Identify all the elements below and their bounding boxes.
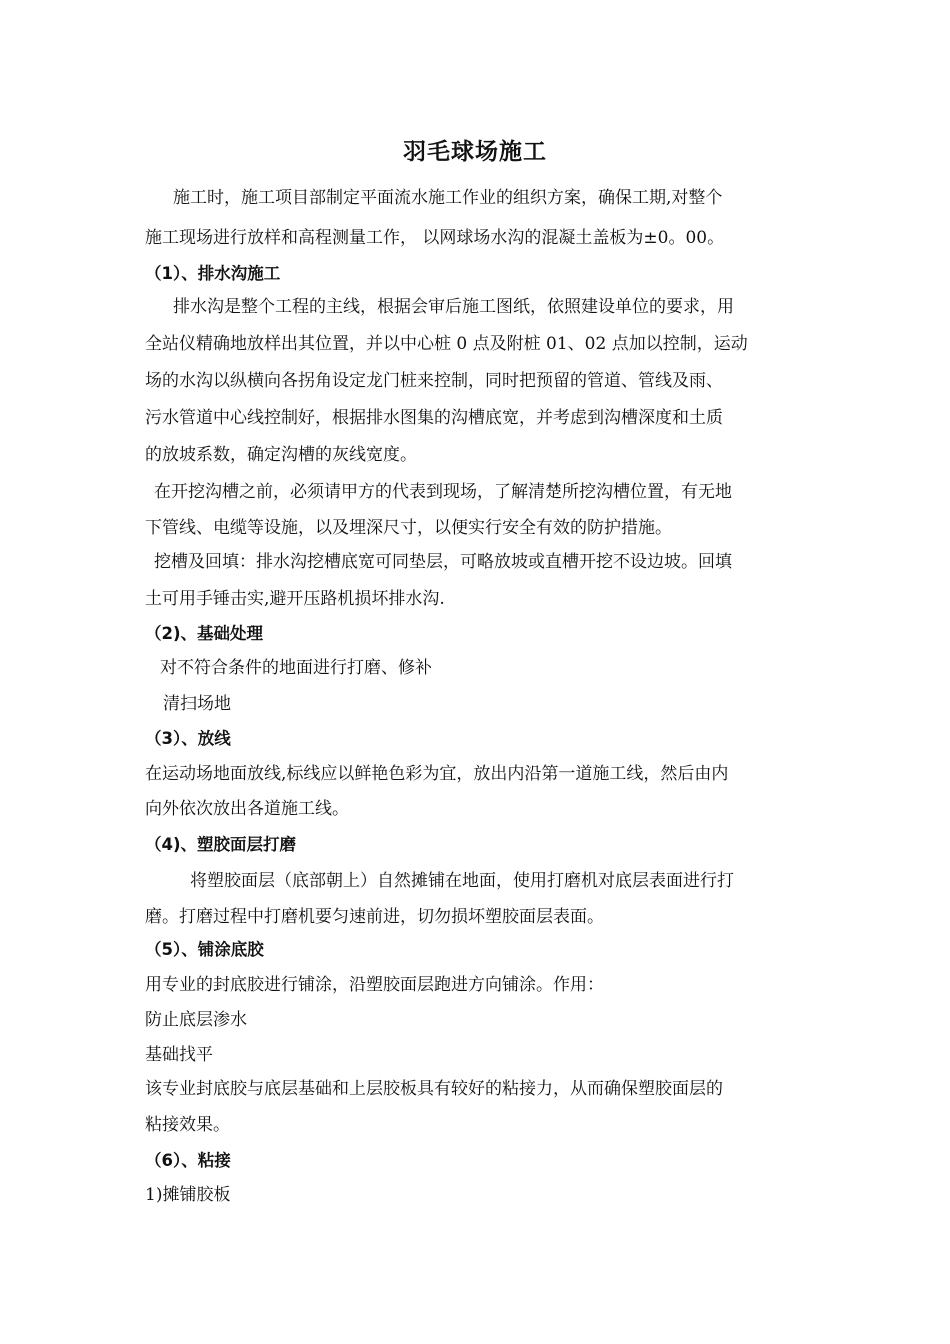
section-heading-layout: （3）、放线 xyxy=(145,729,231,748)
paragraph-line: 清扫场地 xyxy=(163,694,231,714)
paragraph-line: 排水沟是整个工程的主线，根据会审后施工图纸，依照建设单位的要求，用 xyxy=(173,297,734,317)
section-heading-foundation: （2)、基础处理 xyxy=(145,624,264,643)
paragraph-line: 防止底层渗水 xyxy=(145,1010,247,1030)
paragraph-line: 对不符合条件的地面进行打磨、修补 xyxy=(160,658,432,678)
paragraph-line: 污水管道中心线控制好，根据排水图集的沟槽底宽，并考虑到沟槽深度和土质 xyxy=(145,408,723,428)
paragraph-line: 该专业封底胶与底层基础和上层胶板具有较好的粘接力，从而确保塑胶面层的 xyxy=(145,1079,723,1099)
paragraph-line: 的放坡系数，确定沟槽的灰线宽度。 xyxy=(145,445,417,465)
document-title: 羽毛球场施工 xyxy=(403,139,547,165)
paragraph-line: 下管线、电缆等设施，以及埋深尺寸，以便实行安全有效的防护措施。 xyxy=(145,518,672,538)
section-heading-primer: （5）、铺涂底胶 xyxy=(145,940,264,959)
paragraph-line: 场的水沟以纵横向各拐角设定龙门桩来控制，同时把预留的管道、管线及雨、 xyxy=(145,371,723,391)
paragraph-line: 用专业的封底胶进行铺涂，沿塑胶面层跑进方向铺涂。作用： xyxy=(145,975,604,995)
paragraph-line: 土可用手锤击实,避开压路机损坏排水沟. xyxy=(145,589,445,609)
section-heading-bonding: （6）、粘接 xyxy=(145,1151,231,1170)
paragraph-line: 将塑胶面层（底部朝上）自然摊铺在地面，使用打磨机对底层表面进行打 xyxy=(190,871,734,891)
section-heading-drainage: （1）、排水沟施工 xyxy=(145,264,281,283)
paragraph-line: 粘接效果。 xyxy=(145,1115,230,1135)
paragraph-line: 在运动场地面放线,标线应以鲜艳色彩为宜，放出内沿第一道施工线，然后由内 xyxy=(145,764,729,784)
paragraph-line: 基础找平 xyxy=(145,1045,213,1065)
intro-line: 施工时，施工项目部制定平面流水施工作业的组织方案，确保工期,对整个 xyxy=(173,188,723,208)
intro-line: 施工现场进行放样和高程测量工作， 以网球场水沟的混凝土盖板为±0。00。 xyxy=(145,228,725,248)
paragraph-line: 1)摊铺胶板 xyxy=(145,1185,231,1205)
paragraph-line: 在开挖沟槽之前，必须请甲方的代表到现场，了解清楚所挖沟槽位置，有无地 xyxy=(154,482,732,502)
paragraph-line: 挖槽及回填：排水沟挖槽底宽可同垫层，可略放坡或直槽开挖不设边坡。回填 xyxy=(154,552,732,572)
section-heading-grinding: （4)、塑胶面层打磨 xyxy=(145,835,297,854)
paragraph-line: 向外依次放出各道施工线。 xyxy=(145,799,349,819)
paragraph-line: 磨。打磨过程中打磨机要匀速前进，切勿损坏塑胶面层表面。 xyxy=(145,907,604,927)
paragraph-line: 全站仪精确地放样出其位置，并以中心桩 0 点及附桩 01、02 点加以控制，运动 xyxy=(145,334,748,354)
